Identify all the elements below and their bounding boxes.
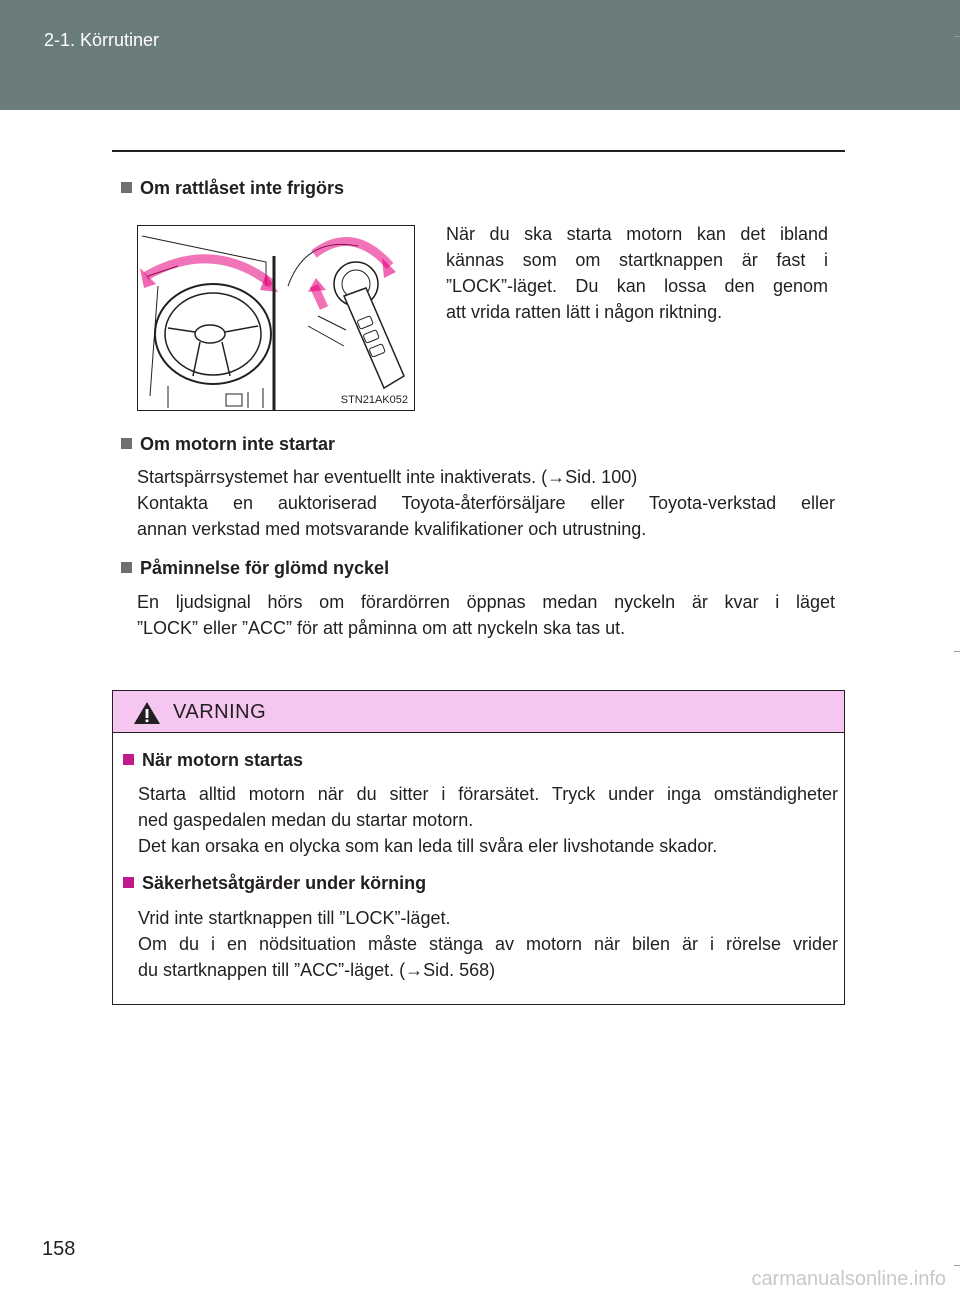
body-line: Starta alltid motorn när du sitter i förarsätet. Tryck under inga omständigheter — [138, 784, 838, 804]
warning-body — [138, 905, 838, 983]
warning-triangle-icon — [133, 701, 161, 725]
crop-mark — [954, 36, 960, 37]
heading-text: Om rattlåset inte frigörs — [140, 178, 345, 198]
top-rule — [112, 150, 845, 152]
bullet-square — [121, 562, 132, 573]
body-line: kännas som om startknappen är fast i — [446, 250, 828, 270]
warning-heading — [123, 750, 303, 771]
steering-wheel-key-drawing — [138, 226, 414, 410]
heading-text: Om motorn inte startar — [140, 434, 336, 454]
steering-lock-illustration — [137, 225, 415, 411]
bullet-square — [123, 754, 134, 765]
watermark: carmanualsonline.info — [751, 1268, 946, 1290]
heading-text: Säkerhetsåtgärder under körning — [142, 873, 427, 893]
bullet-square — [123, 877, 134, 888]
page-header-band — [0, 0, 960, 110]
heading-text: När motorn startas — [142, 750, 304, 770]
section-heading — [121, 178, 344, 199]
section-body — [446, 221, 828, 325]
body-line: En ljudsignal hörs om förardörren öppnas medan nyckeln är kvar i läget — [137, 592, 835, 612]
body-line: Det kan orsaka en olycka som kan leda till svåra eler livshotande skador. — [138, 836, 718, 856]
warning-body — [138, 781, 838, 859]
body-line: Kontakta en auktoriserad Toyota-återförsäljare eller Toyota-verkstad eller — [137, 493, 835, 513]
body-line: När du ska starta motorn kan det ibland — [446, 224, 828, 244]
body-line: Startspärrsystemet har eventuellt inte inaktiverats. (→Sid. 100) — [137, 467, 638, 487]
body-line: att vrida ratten lätt i någon riktning. — [446, 302, 723, 322]
page-number: 158 — [42, 1238, 76, 1260]
body-line: ”LOCK”-läget. Du kan lossa den genom — [446, 276, 828, 296]
crop-mark — [954, 1265, 960, 1266]
warning-label: VARNING — [173, 701, 267, 723]
bullet-square — [121, 438, 132, 449]
section-title: 2-1. Körrutiner — [44, 30, 160, 50]
figure-code: STN21AK052 — [340, 394, 408, 406]
warning-header — [113, 691, 844, 733]
body-line: Vrid inte startknappen till ”LOCK”-läget. — [138, 908, 451, 928]
heading-text: Påminnelse för glömd nyckel — [140, 558, 390, 578]
section-body — [137, 589, 835, 641]
warning-box — [112, 690, 845, 1005]
section-heading — [121, 558, 389, 579]
body-line: ned gaspedalen medan du startar motorn. — [138, 810, 474, 830]
body-line: du startknappen till ”ACC”-läget. (→Sid. 568) — [138, 960, 496, 980]
body-line: Om du i en nödsituation måste stänga av motorn när bilen är i rörelse vrider — [138, 934, 838, 954]
warning-heading — [123, 873, 426, 894]
bullet-square — [121, 182, 132, 193]
section-body — [137, 464, 835, 542]
body-line: annan verkstad med motsvarande kvalifikationer och utrustning. — [137, 519, 647, 539]
crop-mark — [954, 651, 960, 652]
section-heading — [121, 434, 335, 455]
body-line: ”LOCK” eller ”ACC” för att påminna om att nyckeln ska tas ut. — [137, 618, 626, 638]
